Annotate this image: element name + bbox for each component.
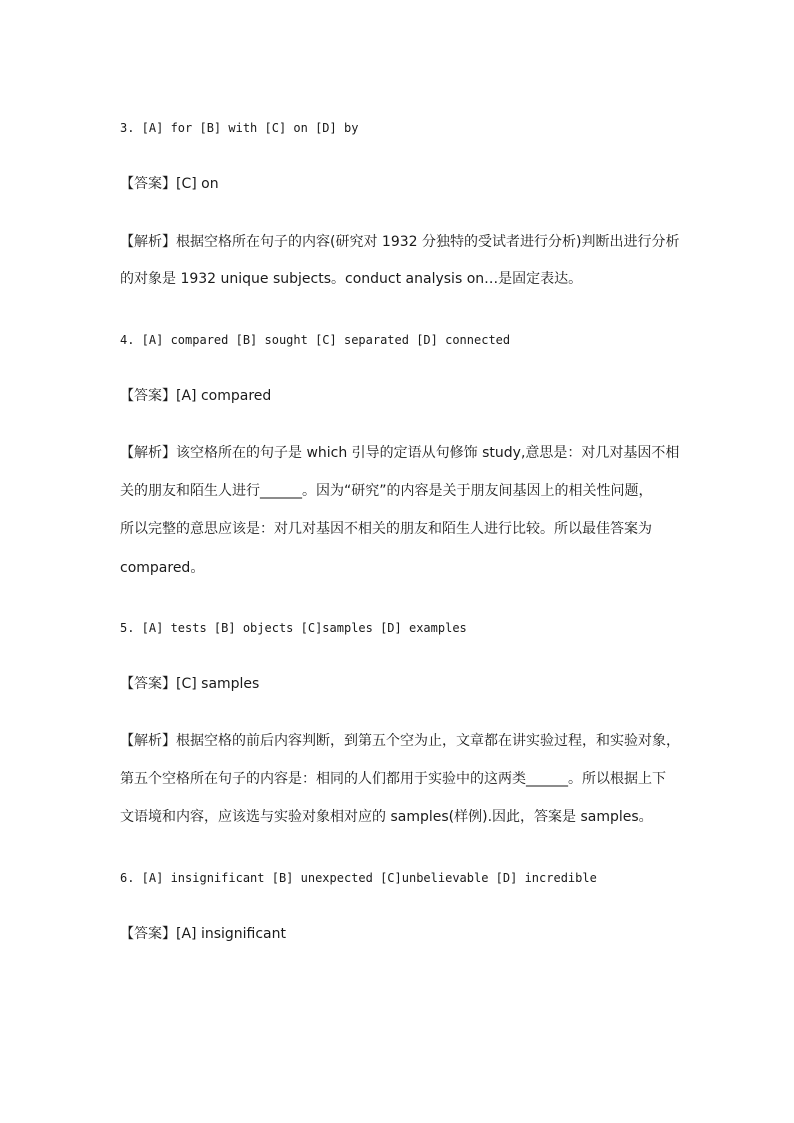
- question-3-explanation-line-2: 的对象是 1932 unique subjects。conduct analysis on…是固定表达。: [120, 271, 583, 287]
- question-4-explanation-line-1: 【解析】该空格所在的句子是 which 引导的定语从句修饰 study,意思是：对几对基因不相: [120, 445, 680, 461]
- question-4-answer: 【答案】[A] compared: [120, 388, 272, 404]
- question-6-options: 6. [A] insignificant [B] unexpected [C]unbelievable [D] incredible: [120, 871, 597, 885]
- question-5-explanation-line-3: 文语境和内容，应该选与实验对象相对应的 samples(样例).因此，答案是 samples。: [120, 809, 653, 825]
- question-6-answer: 【答案】[A] insignificant: [120, 926, 287, 942]
- question-3-options: 3. [A] for [B] with [C] on [D] by: [120, 121, 359, 135]
- question-3-answer: 【答案】[C] on: [120, 176, 219, 192]
- question-5-explanation-line-1: 【解析】根据空格的前后内容判断，到第五个空为止，文章都在讲实验过程，和实验对象，: [120, 733, 680, 749]
- question-4-options: 4. [A] compared [B] sought [C] separated [D] connected: [120, 333, 511, 347]
- question-5-answer: 【答案】[C] samples: [120, 676, 260, 692]
- question-4-explanation-line-2: 关的朋友和陌生人进行______。因为“研究”的内容是关于朋友间基因上的相关性问题，: [120, 483, 653, 499]
- question-5-options: 5. [A] tests [B] objects [C]samples [D] examples: [120, 621, 467, 635]
- question-3-explanation-line-1: 【解析】根据空格所在句子的内容(研究对 1932 分独特的受试者进行分析)判断出进行分析: [120, 234, 680, 250]
- question-4-explanation-line-4: compared。: [120, 560, 205, 576]
- question-5-explanation-line-2: 第五个空格所在句子的内容是：相同的人们都用于实验中的这两类______。所以根据上下: [120, 771, 666, 787]
- question-4-explanation-line-3: 所以完整的意思应该是：对几对基因不相关的朋友和陌生人进行比较。所以最佳答案为: [120, 521, 652, 537]
